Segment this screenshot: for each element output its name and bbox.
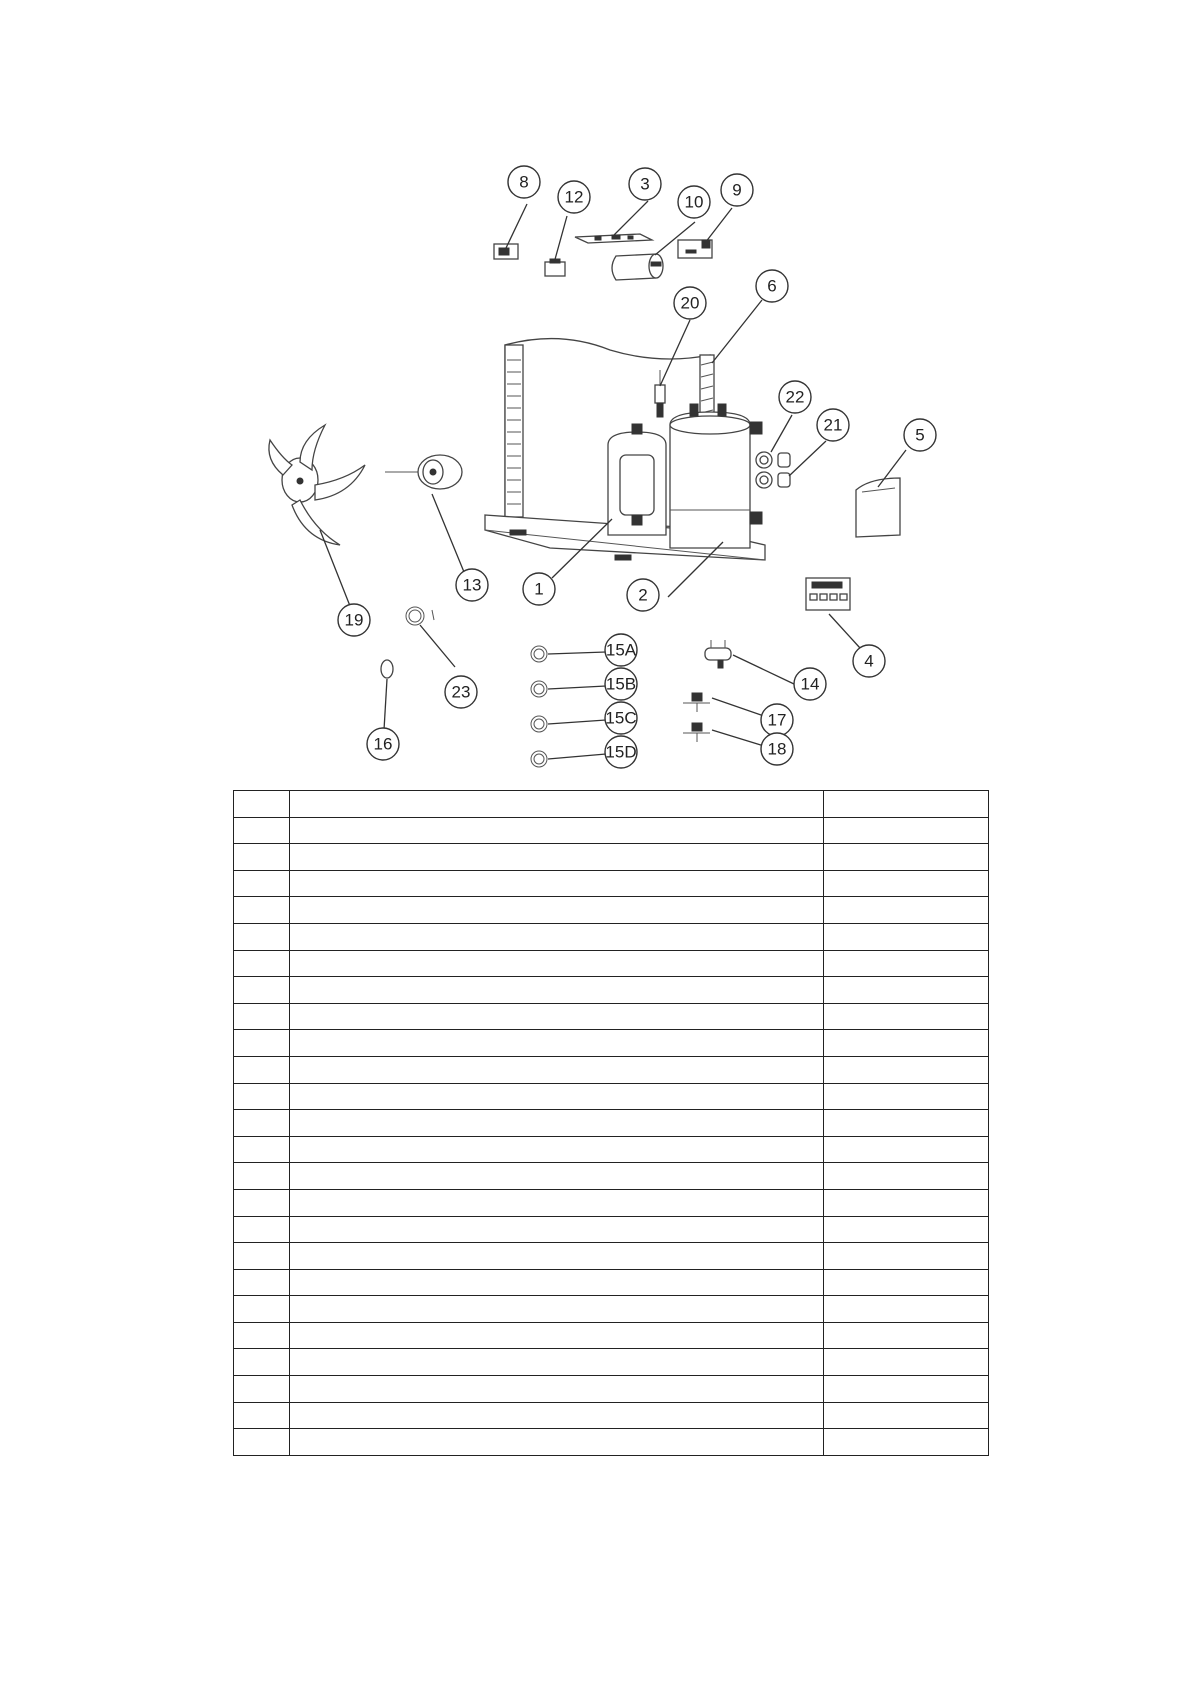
svg-text:5: 5 (915, 425, 925, 445)
table-cell-code (824, 1136, 989, 1163)
table-cell-code (824, 844, 989, 871)
table-cell-code (824, 1030, 989, 1057)
svg-text:22: 22 (785, 387, 805, 407)
callout-18 (761, 733, 793, 765)
svg-text:19: 19 (344, 610, 364, 630)
table-cell-description (290, 1110, 824, 1137)
table-cell-code (824, 1110, 989, 1137)
callout-15A (605, 634, 637, 666)
callout-22 (779, 381, 811, 413)
table-cell-description (290, 870, 824, 897)
part-4-drawing (806, 578, 850, 610)
callout-1 (523, 573, 555, 605)
svg-text:9: 9 (732, 180, 742, 200)
table-cell-code (824, 1083, 989, 1110)
table-cell-description (290, 1216, 824, 1243)
callout-15D (605, 736, 637, 768)
part-14-drawing (705, 640, 731, 668)
part-19-drawing (269, 425, 365, 545)
part-8-drawing (494, 244, 518, 259)
table-cell-code (824, 817, 989, 844)
table-cell-code (824, 1349, 989, 1376)
table-cell-description (290, 1056, 824, 1083)
table-cell-description (290, 1163, 824, 1190)
table-cell-no (234, 1136, 290, 1163)
table-row (234, 1083, 989, 1110)
table-cell-code (824, 1003, 989, 1030)
table-cell-no (234, 1163, 290, 1190)
table-cell-description (290, 977, 824, 1004)
svg-text:23: 23 (451, 682, 471, 702)
table-cell-no (234, 977, 290, 1004)
callout-16 (367, 728, 399, 760)
table-row (234, 1402, 989, 1429)
table-cell-description (290, 1003, 824, 1030)
table-cell-no (234, 1402, 290, 1429)
table-cell-code (824, 1402, 989, 1429)
callout-21 (817, 409, 849, 441)
svg-text:15C: 15C (605, 708, 637, 728)
table-cell-description (290, 950, 824, 977)
table-cell-code (824, 1429, 989, 1456)
table-cell-code (824, 1189, 989, 1216)
table-cell-no (234, 1110, 290, 1137)
svg-text:3: 3 (640, 174, 650, 194)
table-cell-no (234, 1429, 290, 1456)
table-cell-description (290, 1296, 824, 1323)
callout-4 (853, 645, 885, 677)
svg-text:1: 1 (534, 579, 544, 599)
table-row (234, 870, 989, 897)
callout-3 (629, 168, 661, 200)
part-21-drawing (778, 453, 790, 487)
table-row (234, 1136, 989, 1163)
table-cell-description (290, 923, 824, 950)
table-cell-no (234, 1269, 290, 1296)
svg-text:13: 13 (462, 575, 482, 595)
table-cell-no (234, 897, 290, 924)
svg-text:21: 21 (823, 415, 843, 435)
table-row (234, 844, 989, 871)
part-10-drawing (612, 254, 663, 280)
part-15-drawings (531, 646, 547, 767)
table-cell-no (234, 1056, 290, 1083)
table-row (234, 791, 989, 818)
table-cell-description (290, 791, 824, 818)
svg-text:17: 17 (767, 710, 787, 730)
table-cell-code (824, 977, 989, 1004)
callout-13 (456, 569, 488, 601)
table-cell-code (824, 1376, 989, 1403)
table-cell-description (290, 1030, 824, 1057)
table-row (234, 923, 989, 950)
table-cell-code (824, 1243, 989, 1270)
table-cell-description (290, 1402, 824, 1429)
table-cell-no (234, 1003, 290, 1030)
callout-20 (674, 287, 706, 319)
part-18-drawing (683, 723, 710, 742)
svg-text:15B: 15B (605, 674, 637, 694)
svg-text:15A: 15A (605, 640, 637, 660)
table-cell-description (290, 1376, 824, 1403)
table-row (234, 1216, 989, 1243)
table-cell-no (234, 1189, 290, 1216)
svg-text:2: 2 (638, 585, 648, 605)
table-row (234, 1003, 989, 1030)
callout-6 (756, 270, 788, 302)
table-cell-description (290, 817, 824, 844)
table-row (234, 1056, 989, 1083)
table-cell-code (824, 897, 989, 924)
callout-15C (605, 702, 637, 734)
table-cell-no (234, 791, 290, 818)
callout-10 (678, 186, 710, 218)
table-cell-no (234, 1376, 290, 1403)
table-cell-no (234, 1296, 290, 1323)
table-cell-description (290, 1269, 824, 1296)
table-cell-description (290, 1322, 824, 1349)
table-row (234, 1030, 989, 1057)
table-cell-description (290, 1083, 824, 1110)
table-cell-description (290, 844, 824, 871)
svg-text:20: 20 (680, 293, 700, 313)
part-22-drawing (756, 452, 772, 488)
table-row (234, 1322, 989, 1349)
table-row (234, 950, 989, 977)
parts-list-table (233, 790, 989, 1456)
table-cell-no (234, 1030, 290, 1057)
part-9-drawing (678, 240, 712, 258)
table-row (234, 1376, 989, 1403)
table-row (234, 1269, 989, 1296)
table-cell-no (234, 870, 290, 897)
callout-5 (904, 419, 936, 451)
svg-text:4: 4 (864, 651, 874, 671)
table-cell-code (824, 923, 989, 950)
part-16-drawing (381, 660, 393, 678)
table-cell-no (234, 1243, 290, 1270)
table-cell-code (824, 870, 989, 897)
callout-17 (761, 704, 793, 736)
svg-text:16: 16 (373, 734, 393, 754)
callout-12 (558, 181, 590, 213)
table-cell-code (824, 791, 989, 818)
table-cell-no (234, 950, 290, 977)
table-cell-description (290, 1349, 824, 1376)
table-cell-code (824, 1269, 989, 1296)
table-cell-description (290, 1189, 824, 1216)
svg-text:6: 6 (767, 276, 777, 296)
table-cell-code (824, 1056, 989, 1083)
part-13-drawing (385, 455, 462, 489)
part-23-drawing (406, 607, 434, 625)
table-row (234, 817, 989, 844)
table-cell-code (824, 1296, 989, 1323)
callout-2 (627, 579, 659, 611)
table-cell-no (234, 844, 290, 871)
table-cell-no (234, 1216, 290, 1243)
table-cell-no (234, 1083, 290, 1110)
callout-19 (338, 604, 370, 636)
table-row (234, 1429, 989, 1456)
part-2-drawing (670, 404, 762, 548)
table-row (234, 977, 989, 1004)
svg-text:8: 8 (519, 172, 529, 192)
table-row (234, 1243, 989, 1270)
table-row (234, 1296, 989, 1323)
callout-9 (721, 174, 753, 206)
table-row (234, 1110, 989, 1137)
table-row (234, 1349, 989, 1376)
part-1-drawing (608, 424, 666, 535)
table-cell-description (290, 1429, 824, 1456)
table-cell-code (824, 1163, 989, 1190)
svg-text:18: 18 (767, 739, 787, 759)
part-17-drawing (683, 693, 710, 712)
table-cell-code (824, 950, 989, 977)
table-row (234, 897, 989, 924)
svg-text:15D: 15D (605, 742, 637, 762)
svg-text:10: 10 (684, 192, 704, 212)
callout-15B (605, 668, 637, 700)
table-row (234, 1189, 989, 1216)
callout-14 (794, 668, 826, 700)
table-cell-code (824, 1322, 989, 1349)
table-cell-no (234, 817, 290, 844)
svg-text:12: 12 (564, 187, 584, 207)
table-row (234, 1163, 989, 1190)
callout-8 (508, 166, 540, 198)
exploded-parts-diagram (0, 0, 1191, 790)
table-cell-description (290, 1243, 824, 1270)
svg-text:14: 14 (800, 674, 820, 694)
table-cell-no (234, 923, 290, 950)
table-cell-description (290, 897, 824, 924)
callout-23 (445, 676, 477, 708)
parts-list-body (234, 791, 989, 1456)
table-cell-no (234, 1349, 290, 1376)
table-cell-description (290, 1136, 824, 1163)
table-cell-no (234, 1322, 290, 1349)
table-cell-code (824, 1216, 989, 1243)
